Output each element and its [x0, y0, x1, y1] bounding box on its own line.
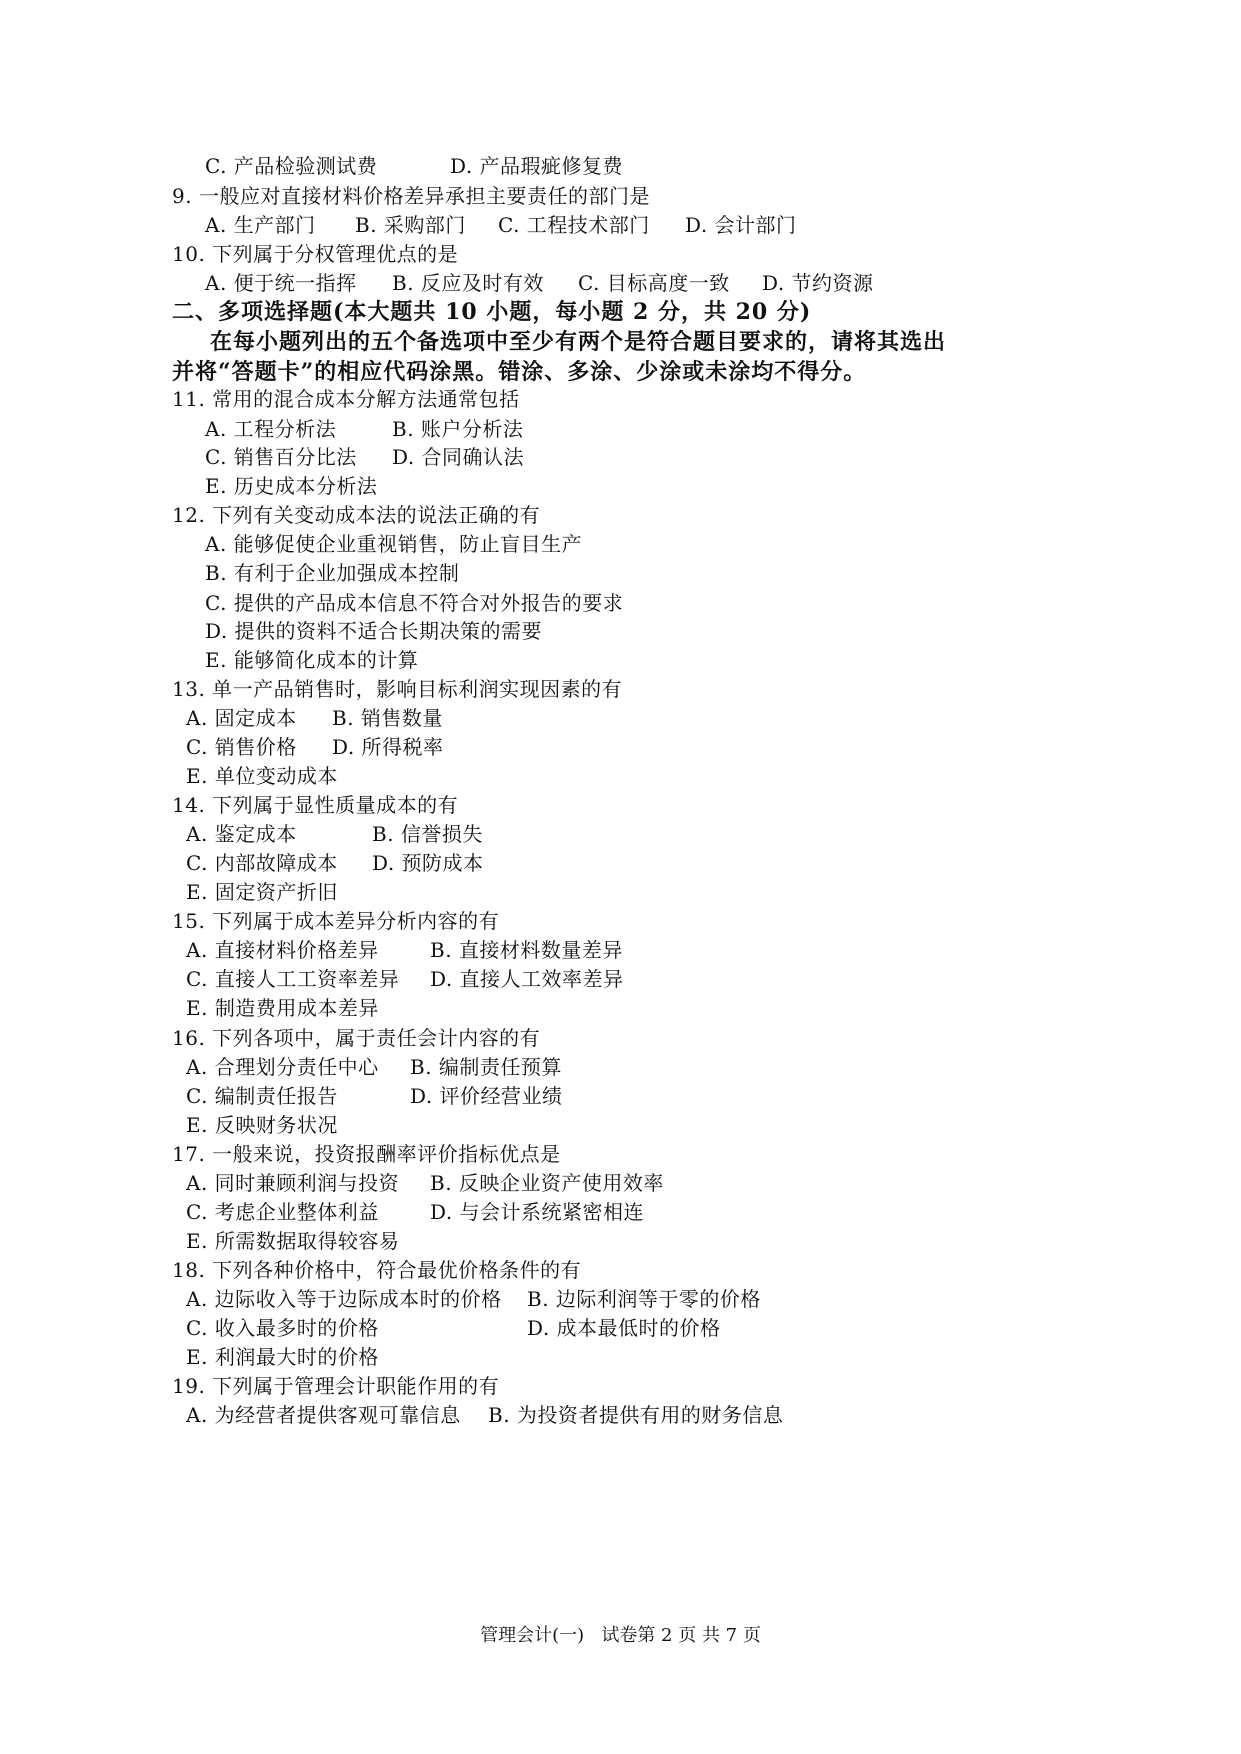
- answer-option: A. 便于统一指挥: [205, 271, 357, 295]
- question-stem: 16. 下列各项中，属于责任会计内容的有: [172, 1026, 541, 1050]
- answer-option: A. 工程分析法: [205, 417, 337, 441]
- option-row: [0, 1167, 1241, 1199]
- option-row: [0, 528, 1241, 560]
- section-heading: 二、多项选择题(本大题共 10 小题，每小题 2 分，共 20 分): [172, 299, 812, 325]
- option-row: [0, 731, 1241, 763]
- answer-option: A. 直接材料价格差异: [186, 938, 379, 962]
- question-stem: 10. 下列属于分权管理优点的是: [172, 242, 459, 266]
- answer-option: C. 内部故障成本: [186, 851, 338, 875]
- answer-option: A. 固定成本: [186, 706, 297, 730]
- option-row: [0, 1341, 1241, 1373]
- option-row: [0, 150, 1241, 182]
- option-row: [0, 847, 1241, 879]
- option-row: [0, 615, 1241, 647]
- option-row: [0, 644, 1241, 676]
- answer-option: E. 所需数据取得较容易: [186, 1229, 400, 1253]
- answer-option: C. 销售价格: [186, 735, 297, 759]
- answer-option: B. 账户分析法: [392, 417, 524, 441]
- answer-option: C. 提供的产品成本信息不符合对外报告的要求: [205, 591, 624, 615]
- answer-option: A. 能够促使企业重视销售，防止盲目生产: [205, 532, 583, 556]
- answer-option: B. 边际利润等于零的价格: [527, 1287, 761, 1311]
- answer-option: E. 能够简化成本的计算: [205, 648, 419, 672]
- option-row: [0, 963, 1241, 995]
- answer-option: C. 销售百分比法: [205, 445, 357, 469]
- option-row: [0, 818, 1241, 850]
- answer-option: B. 反映企业资产使用效率: [430, 1171, 664, 1195]
- answer-option: D. 评价经营业绩: [410, 1084, 563, 1108]
- option-row: [0, 441, 1241, 473]
- page-footer: 管理会计(一) 试卷第 2 页 共 7 页: [480, 1625, 761, 1646]
- answer-option: B. 销售数量: [332, 706, 443, 730]
- answer-option: D. 会计部门: [685, 213, 797, 237]
- answer-option: A. 合理划分责任中心: [186, 1055, 379, 1079]
- option-row: [0, 934, 1241, 966]
- option-row: [0, 1399, 1241, 1431]
- option-row: [0, 1080, 1241, 1112]
- answer-option: C. 编制责任报告: [186, 1084, 338, 1108]
- answer-option: D. 产品瑕疵修复费: [450, 154, 624, 178]
- answer-option: C. 考虑企业整体利益: [186, 1200, 379, 1224]
- question-stem: 18. 下列各种价格中，符合最优价格条件的有: [172, 1258, 582, 1282]
- answer-option: A. 鉴定成本: [186, 822, 297, 846]
- answer-option: B. 信誉损失: [372, 822, 483, 846]
- answer-option: C. 产品检验测试费: [205, 154, 378, 178]
- answer-option: D. 合同确认法: [392, 445, 525, 469]
- answer-option: D. 与会计系统紧密相连: [430, 1200, 645, 1224]
- answer-option: D. 提供的资料不适合长期决策的需要: [205, 619, 543, 643]
- answer-option: E. 反映财务状况: [186, 1113, 338, 1137]
- answer-option: E. 历史成本分析法: [205, 474, 378, 498]
- option-row: [0, 1109, 1241, 1141]
- answer-option: E. 利润最大时的价格: [186, 1345, 379, 1369]
- answer-option: E. 单位变动成本: [186, 764, 338, 788]
- answer-option: B. 反应及时有效: [392, 271, 544, 295]
- answer-option: E. 制造费用成本差异: [186, 996, 379, 1020]
- answer-option: E. 固定资产折旧: [186, 880, 338, 904]
- option-row: [0, 1225, 1241, 1257]
- question-stem: 12. 下列有关变动成本法的说法正确的有: [172, 503, 541, 527]
- answer-option: C. 收入最多时的价格: [186, 1316, 379, 1340]
- answer-option: D. 直接人工效率差异: [430, 967, 624, 991]
- answer-option: C. 目标高度一致: [578, 271, 730, 295]
- question-stem: 15. 下列属于成本差异分析内容的有: [172, 909, 500, 933]
- option-row: [0, 209, 1241, 241]
- answer-option: B. 有利于企业加强成本控制: [205, 561, 460, 585]
- option-row: [0, 267, 1241, 299]
- section-instructions: 在每小题列出的五个备选项中至少有两个是符合题目要求的，请将其选出: [210, 329, 947, 355]
- answer-option: D. 成本最低时的价格: [527, 1316, 721, 1340]
- answer-option: A. 同时兼顾利润与投资: [186, 1171, 400, 1195]
- question-stem: 11. 常用的混合成本分解方法通常包括: [172, 387, 520, 411]
- option-row: [0, 876, 1241, 908]
- option-row: [0, 760, 1241, 792]
- answer-option: C. 工程技术部门: [498, 213, 650, 237]
- question-stem: 17. 一般来说，投资报酬率评价指标优点是: [172, 1142, 561, 1166]
- answer-option: A. 边际收入等于边际成本时的价格: [186, 1287, 502, 1311]
- answer-option: A. 为经营者提供客观可靠信息: [186, 1403, 461, 1427]
- option-row: [0, 1051, 1241, 1083]
- question-stem: 19. 下列属于管理会计职能作用的有: [172, 1374, 500, 1398]
- answer-option: B. 采购部门: [355, 213, 466, 237]
- option-row: [0, 1312, 1241, 1344]
- option-row: [0, 702, 1241, 734]
- answer-option: D. 所得税率: [332, 735, 444, 759]
- question-stem: 13. 单一产品销售时，影响目标利润实现因素的有: [172, 677, 623, 701]
- option-row: [0, 557, 1241, 589]
- option-row: [0, 1196, 1241, 1228]
- answer-option: D. 预防成本: [372, 851, 484, 875]
- option-row: [0, 1283, 1241, 1315]
- answer-option: B. 为投资者提供有用的财务信息: [488, 1403, 784, 1427]
- answer-option: A. 生产部门: [205, 213, 316, 237]
- answer-option: B. 编制责任预算: [410, 1055, 562, 1079]
- answer-option: D. 节约资源: [762, 271, 874, 295]
- question-stem: 9. 一般应对直接材料价格差异承担主要责任的部门是: [172, 184, 650, 208]
- answer-option: B. 直接材料数量差异: [430, 938, 623, 962]
- option-row: [0, 992, 1241, 1024]
- section-instructions: 并将“答题卡”的相应代码涂黑。错涂、多涂、少涂或未涂均不得分。: [172, 359, 867, 385]
- answer-option: C. 直接人工工资率差异: [186, 967, 400, 991]
- option-row: [0, 470, 1241, 502]
- question-stem: 14. 下列属于显性质量成本的有: [172, 793, 459, 817]
